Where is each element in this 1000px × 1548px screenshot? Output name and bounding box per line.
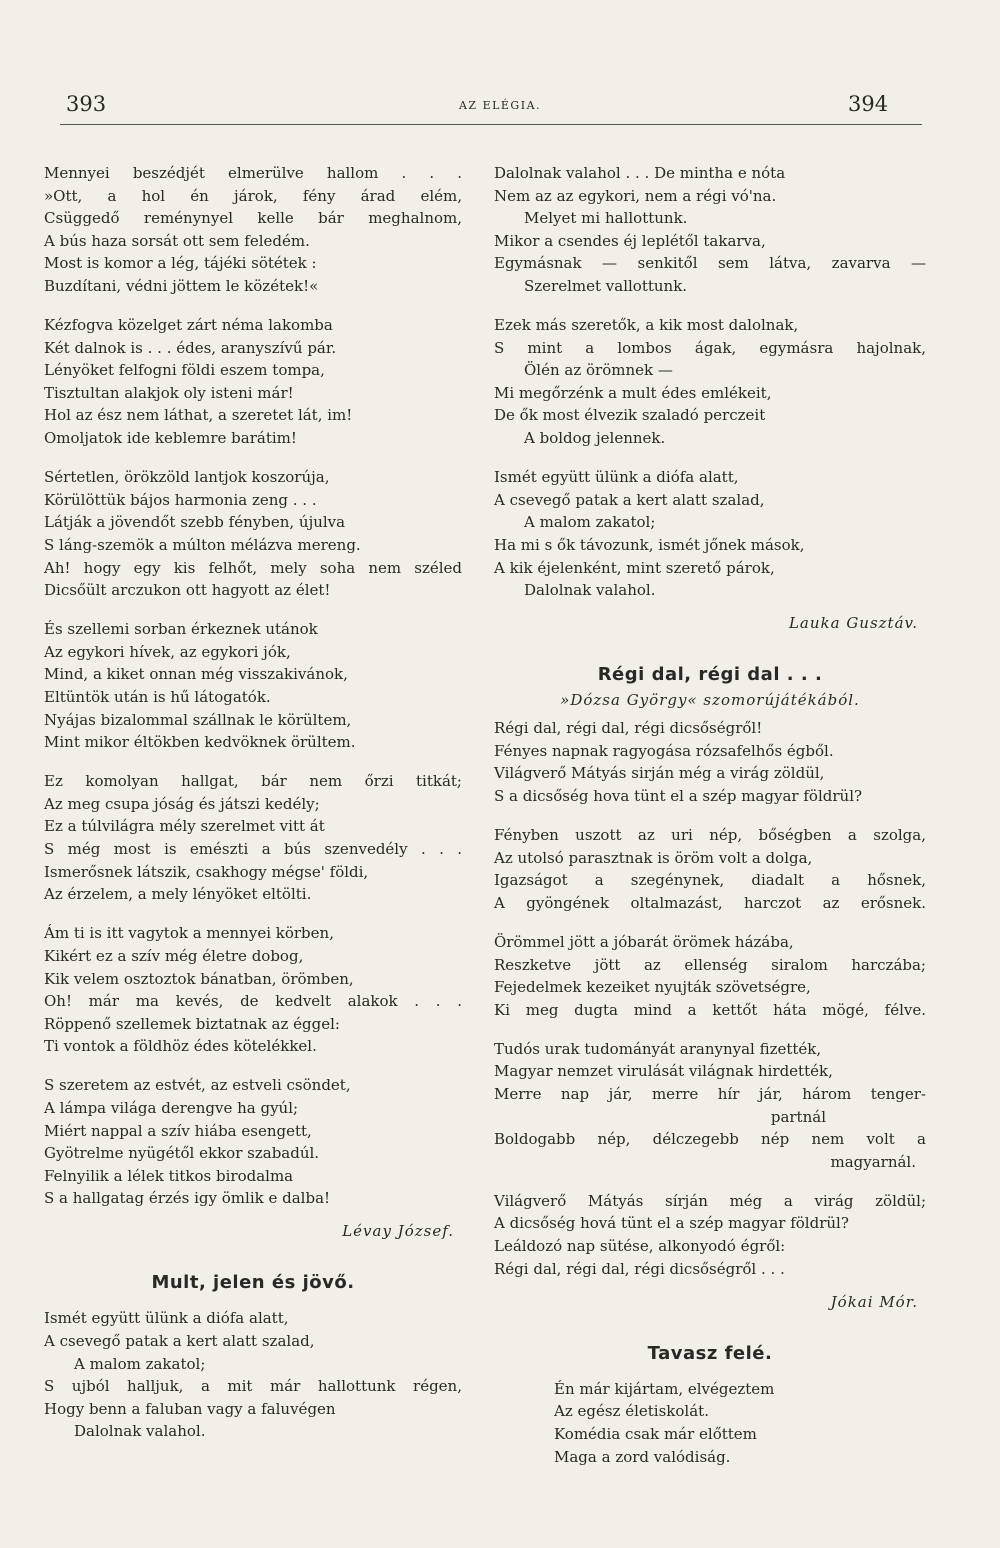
- verse-line: De ők most élvezik szaladó perczeit: [494, 406, 766, 425]
- verse-line: Ez komolyan hallgat, bár nem őrzi titkát;: [44, 772, 462, 791]
- verse-line: Ismét együtt ülünk a diófa alatt,: [44, 1309, 289, 1328]
- verse-line: Én már kijártam, elvégeztem: [554, 1379, 775, 1398]
- verse-line: Ám ti is itt vagytok a mennyei körben,: [44, 924, 334, 943]
- verse-line: Sértetlen, örökzöld lantjok koszorúja,: [44, 468, 330, 487]
- verse-line: Kézfogva közelget zárt néma lakomba: [44, 316, 333, 335]
- stanza: [494, 824, 926, 914]
- verse-line: Hol az ész nem láthat, a szeretet lát, im!: [44, 406, 353, 425]
- page-number-left: 393: [66, 92, 107, 116]
- verse-line: Nyájas bizalommal szállnak le körültem,: [44, 710, 352, 729]
- verse-line: »Ott, a hol én járok, fény árad elém,: [44, 186, 462, 205]
- verse-line: A lámpa világa derengve ha gyúl;: [44, 1098, 299, 1117]
- verse-line: Tudós urak tudományát aranynyal fizették,: [494, 1039, 822, 1058]
- right-column: [494, 162, 926, 1485]
- author-signature: Lauka Gusztáv.: [788, 614, 918, 633]
- verse-line: Ölén az örömnek —: [524, 361, 673, 380]
- verse-line: Az érzelem, a mely lényöket eltölti.: [44, 885, 312, 904]
- stanza: [44, 1307, 462, 1443]
- verse-line: Buzdítani, védni jöttem le közétek!«: [44, 276, 319, 295]
- verse-line: Oh! már ma kevés, de kedvelt alakok . . .: [44, 992, 462, 1011]
- verse-line: Dalolnak valahol.: [524, 581, 656, 600]
- verse-line: És szellemi sorban érkeznek utánok: [44, 620, 318, 639]
- verse-line: Ezek más szeretők, a kik most dalolnak,: [494, 316, 799, 335]
- verse-line: Mi megőrzénk a mult édes emlékeit,: [494, 383, 772, 402]
- verse-line: S ujból halljuk, a mit már hallottunk régen,: [44, 1377, 462, 1396]
- verse-line: Lényöket felfogni földi eszem tompa,: [44, 361, 325, 380]
- verse-line: S a dicsőség hova tünt el a szép magyar földrül?: [494, 786, 863, 805]
- verse-line: Az utolsó parasztnak is öröm volt a dolga,: [494, 848, 813, 867]
- verse-line: Nem az az egykori, nem a régi vó'na.: [494, 186, 777, 205]
- verse-line: Két dalnok is . . . édes, aranyszívű pár.: [44, 338, 337, 357]
- author-signature: Jókai Mór.: [830, 1292, 918, 1311]
- verse-line: S mint a lombos ágak, egymásra hajolnak,: [494, 338, 926, 357]
- verse-line: Gyötrelme nyügétől ekkor szabadúl.: [44, 1144, 320, 1163]
- verse-line: A malom zakatol;: [74, 1354, 206, 1373]
- verse-line: Az meg csupa jóság és játszi kedély;: [44, 794, 320, 813]
- verse-line: Igazságot a szegénynek, diadalt a hősnek,: [494, 871, 926, 890]
- stanza: [44, 770, 462, 906]
- verse-line: Ha mi s ők távozunk, ismét jőnek mások,: [494, 535, 805, 554]
- verse-line: A csevegő patak a kert alatt szalad,: [44, 1332, 315, 1351]
- stanza: [494, 717, 926, 807]
- stanza: [494, 1038, 926, 1174]
- verse-line: A bús haza sorsát ott sem feledém.: [44, 231, 310, 250]
- verse-line: S a hallgatag érzés igy ömlik e dalba!: [44, 1189, 331, 1208]
- verse-line: Világverő Mátyás sirján még a virág zöldül,: [494, 764, 825, 783]
- poem-subtitle: »Dózsa György« szomorújátékából.: [560, 691, 860, 710]
- verse-line: Fejedelmek kezeiket nyujták szövetségre,: [494, 978, 811, 997]
- verse-line: Az egykori hívek, az egykori jók,: [44, 642, 291, 661]
- verse-line: Boldogabb nép, délczegebb nép nem volt a: [494, 1130, 926, 1149]
- verse-line: Ah! hogy egy kis felhőt, mely soha nem széled: [44, 558, 462, 577]
- stanza: [494, 1378, 926, 1468]
- verse-line: Kik velem osztoztok bánatban, örömben,: [44, 969, 354, 988]
- poem-title: Tavasz felé.: [647, 1342, 773, 1364]
- verse-line: Tisztultan alakjok oly isteni már!: [44, 383, 294, 402]
- verse-line: Fényben uszott az uri nép, bőségben a szolga,: [494, 826, 926, 845]
- running-title: AZ ELÉGIA.: [458, 99, 542, 112]
- verse-line: Dalolnak valahol . . . De mintha e nóta: [494, 164, 786, 182]
- stanza: [44, 314, 462, 450]
- verse-line: Látják a jövendőt szebb fényben, újulva: [44, 513, 346, 532]
- stanza: [44, 618, 462, 754]
- verse-line: Régi dal, régi dal, régi dicsőségről!: [494, 719, 763, 738]
- verse-line: Ti vontok a földhöz édes kötelékkel.: [44, 1037, 317, 1056]
- verse-line: Örömmel jött a jóbarát örömek házába,: [494, 932, 794, 951]
- left-column: [44, 162, 462, 1460]
- verse-line: Egymásnak — senkitől sem látva, zavarva —: [494, 254, 926, 273]
- verse-line: Mint mikor éltökben kedvöknek örültem.: [44, 733, 356, 752]
- verse-line: magyarnál.: [830, 1152, 916, 1171]
- stanza: [494, 314, 926, 450]
- stanza: [494, 466, 926, 602]
- stanza: [44, 1074, 462, 1210]
- verse-line: Komédia csak már előttem: [554, 1424, 757, 1443]
- verse-line: Kikért ez a szív még életre dobog,: [44, 946, 304, 965]
- verse-line: A csevegő patak a kert alatt szalad,: [494, 490, 765, 509]
- verse-line: Régi dal, régi dal, régi dicsőségről . . .: [494, 1259, 785, 1278]
- verse-line: A dicsőség hová tünt el a szép magyar földrül?: [494, 1214, 849, 1233]
- poem-title: Régi dal, régi dal . . .: [597, 664, 823, 686]
- verse-line: Miért nappal a szív hiába esengett,: [44, 1121, 312, 1140]
- verse-line: Ez a túlvilágra mély szerelmet vitt át: [44, 817, 325, 836]
- verse-line: Melyet mi hallottunk.: [524, 209, 688, 228]
- verse-line: Eltüntök után is hű látogatók.: [44, 687, 271, 706]
- verse-line: Világverő Mátyás sírján még a virág zöldül;: [494, 1191, 926, 1210]
- verse-line: Leáldozó nap sütése, alkonyodó égről:: [494, 1237, 786, 1256]
- stanza: [494, 162, 926, 298]
- verse-line: Ismét együtt ülünk a diófa alatt,: [494, 468, 739, 487]
- stanza: [494, 931, 926, 1021]
- verse-line: Hogy benn a faluban vagy a faluvégen: [44, 1399, 336, 1418]
- verse-line: S még most is emészti a bús szenvedély . . .: [44, 840, 462, 859]
- verse-line: partnál: [770, 1107, 826, 1126]
- verse-line: Körülöttük bájos harmonia zeng . . .: [44, 490, 317, 509]
- verse-line: Most is komor a lég, tájéki sötétek :: [44, 254, 317, 273]
- verse-line: Omoljatok ide keblemre barátim!: [44, 429, 297, 448]
- verse-line: Szerelmet vallottunk.: [524, 276, 688, 295]
- verse-line: A malom zakatol;: [524, 513, 656, 532]
- verse-line: Maga a zord valódiság.: [554, 1447, 731, 1466]
- verse-line: A gyöngének oltalmazást, harczot az erősnek.: [494, 893, 926, 912]
- verse-line: Dalolnak valahol.: [74, 1422, 206, 1441]
- verse-line: Ki meg dugta mind a kettőt háta mögé, félve.: [494, 1000, 926, 1019]
- verse-line: S szeretem az estvét, az estveli csöndet,: [44, 1076, 351, 1095]
- verse-line: Reszketve jött az ellenség siralom harczába;: [494, 955, 926, 974]
- verse-line: Ismerősnek látszik, csakhogy mégse' földi,: [44, 862, 369, 881]
- stanza: [44, 466, 462, 602]
- poem-title: Mult, jelen és jövő.: [151, 1272, 355, 1294]
- verse-line: Mikor a csendes éj leplétől takarva,: [494, 231, 766, 250]
- stanza: [44, 922, 462, 1058]
- verse-line: S láng-szemök a múlton mélázva mereng.: [44, 535, 361, 554]
- verse-line: Mennyei beszédjét elmerülve hallom . . .: [44, 164, 462, 182]
- verse-line: A kik éjelenként, mint szerető párok,: [494, 558, 775, 577]
- verse-line: Merre nap jár, merre hír jár, három tenger-: [494, 1085, 926, 1103]
- verse-line: Fényes napnak ragyogása rózsafelhős égből.: [494, 741, 834, 760]
- author-signature: Lévay József.: [342, 1222, 454, 1241]
- stanza: [494, 1190, 926, 1280]
- verse-line: Röppenő szellemek biztatnak az éggel:: [44, 1014, 340, 1033]
- verse-line: Felnyilik a lélek titkos birodalma: [44, 1166, 294, 1185]
- verse-line: Mind, a kiket onnan még visszakivánok,: [44, 665, 348, 684]
- verse-line: A boldog jelennek.: [524, 429, 666, 448]
- verse-line: Az egész életiskolát.: [554, 1402, 709, 1421]
- stanza: [44, 162, 462, 298]
- header-rule: [60, 124, 922, 125]
- verse-line: Dicsőült arczukon ott hagyott az élet!: [44, 581, 331, 600]
- verse-line: Magyar nemzet virulását világnak hirdették,: [494, 1062, 833, 1081]
- page-number-right: 394: [848, 92, 889, 116]
- page-header: [0, 0, 1000, 130]
- verse-line: Csüggedő reménynyel kelle bár meghalnom,: [44, 209, 462, 228]
